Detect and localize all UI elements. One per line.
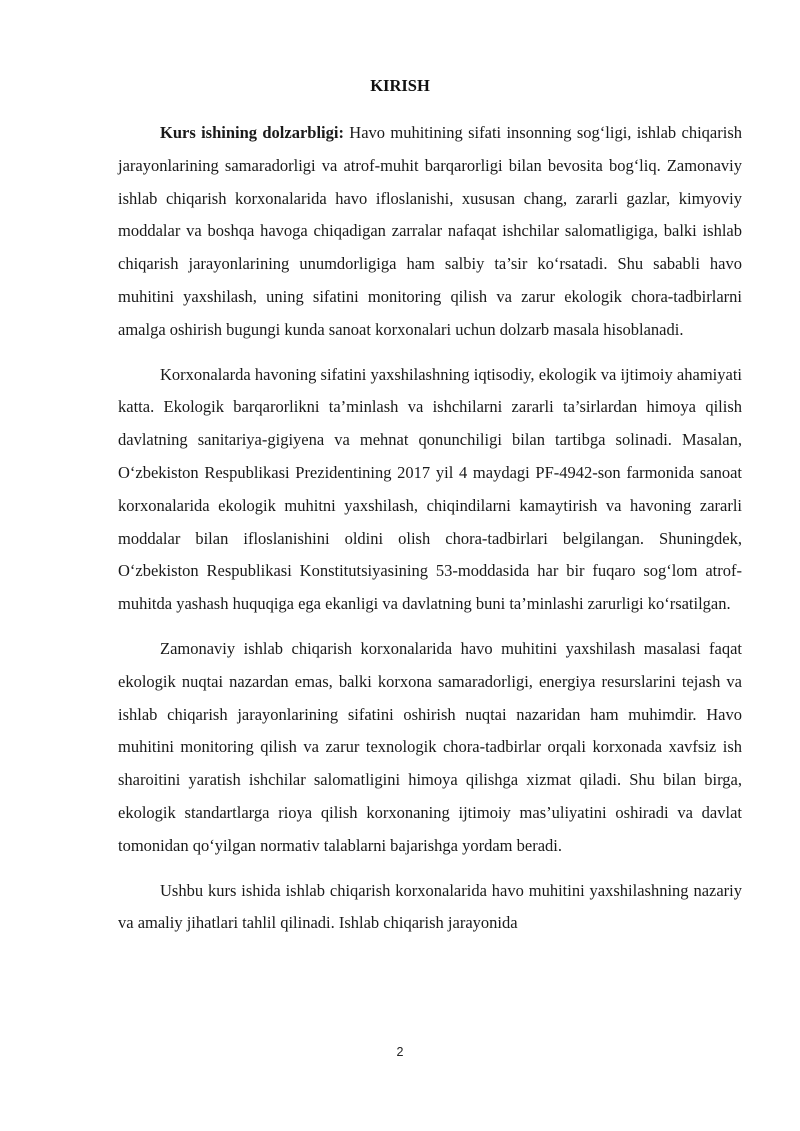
section-title: KIRISH xyxy=(370,76,430,95)
paragraph-scope: Ushbu kurs ishida ishlab chiqarish korxonalarida havo muhitini yaxshilashning nazariy va amaliy jihatlari tahlil qilinadi. Ishlab chiqarish jarayonida xyxy=(118,880,742,933)
page-number: 2 xyxy=(396,1045,404,1059)
paragraph-importance: Zamonaviy ishlab chiqarish korxonalarida havo muhitini yaxshilash masalasi faqat ekologik nuqtai nazardan emas, balki korxona samaradorligi, energiya resurslarini tejash va ishlab chiqarish jarayonlarining sifatini oshirish nuqtai nazaridan ham muhimdir. Havo muhitini monitoring qilish va zarur texnologik chora-tadbirlar orqali korxonada xavfsiz ish sharoitini yaratish ishchilar salomatligini himoya qilishga xizmat qiladi. Shu bilan birga, ekologik standartlarga rioya qilish korxonaning ijtimoiy mas’uliyatini oshiradi va davlat tomonidan qo‘yilgan normativ talablarni bajarishga yordam beradi. xyxy=(118,638,742,855)
paragraph-legal-basis: Korxonalarda havoning sifatini yaxshilashning iqtisodiy, ekologik va ijtimoiy ahamiyati katta. Ekologik barqarorlikni ta’minlash va ishchilarni zararli ta’sirlardan himoya qilish davlatning sanitariya-gigiyena va mehnat qonunchiligi bilan tartibga solinadi. Masalan, O‘zbekiston Respublikasi Prezidentining 2017 yil 4 maydagi PF-4942-son farmonida sanoat korxonalarida ekologik muhitni yaxshilash, chiqindilarni kamaytirish va havoning zararli moddalar bilan ifloslanishini oldini olish chora-tadbirlari belgilangan. Shuningdek, O‘zbekiston Respublikasi Konstitutsiyasining 53-moddasida har bir fuqaro sog‘lom atrof-muhitda yashash huquqiga ega ekanligi va davlatning buni ta’minlashi zarurligi ko‘rsatilgan. xyxy=(118,364,742,614)
body-text xyxy=(118,117,742,952)
paragraph-lead: Kurs ishining dolzarbligi: xyxy=(160,123,344,142)
paragraph-relevance xyxy=(118,117,742,347)
paragraph-text: Havo muhitining sifati insonning sog‘ligi, ishlab chiqarish jarayonlarining samaradorligi va atrof-muhit barqarorligi bilan bevosita bog‘liq. Zamonaviy ishlab chiqarish korxonalarida havo ifloslanishi, xususan chang, zararli gazlar, kimyoviy moddalar va boshqa havoga chiqadigan zarralar nafaqat ishchilar salomatligiga, balki ishlab chiqarish jarayonlarining unumdorligiga ham salbiy ta’sir ko‘rsatadi. Shu sababli havo muhitini yaxshilash, uning sifatini monitoring qilish va zarur ekologik chora-tadbirlarni amalga oshirish bugungi kunda sanoat korxonalari uchun dolzarb masala hisoblanadi. xyxy=(118,123,742,339)
